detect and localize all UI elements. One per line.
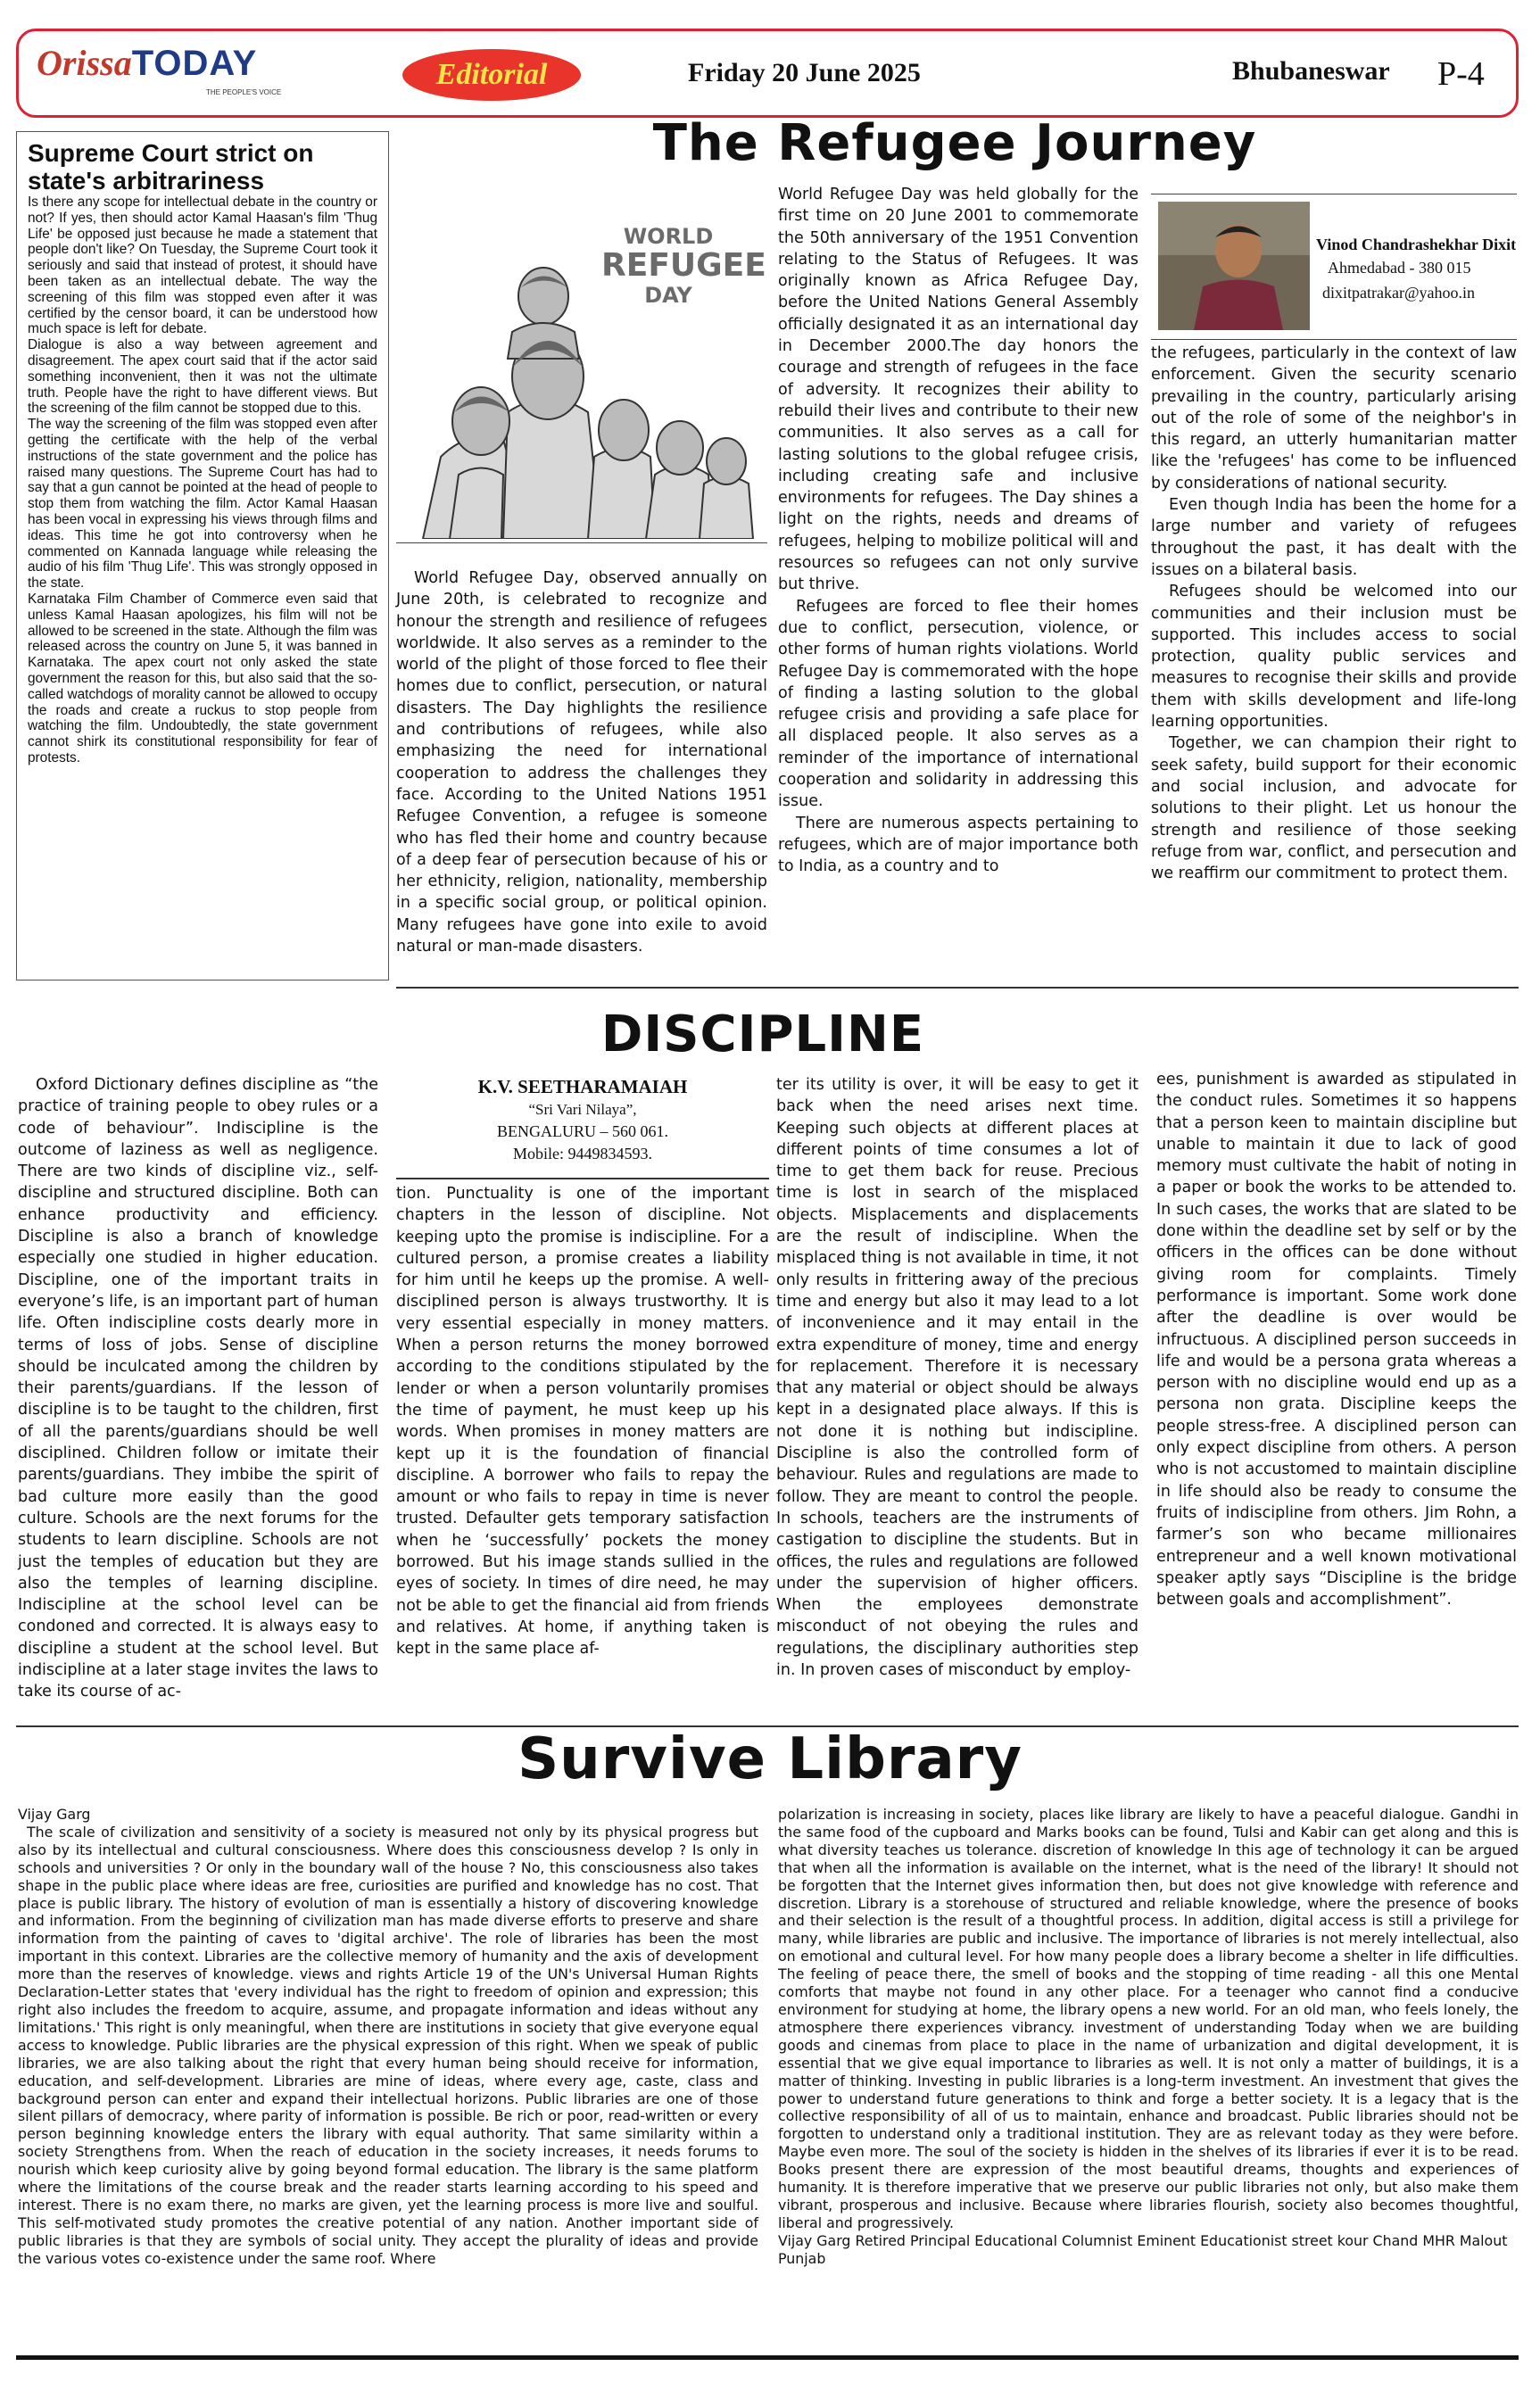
discipline-column-1	[18, 1074, 378, 1703]
discipline-author-block	[396, 1076, 769, 1165]
author-mobile: Mobile: 9449834593.	[513, 1145, 652, 1163]
paragraph: Refugees should be welcomed into our communities and their inclusion must be supported. This includes access to social protection, quality public services and measures to recognise their skills and provide them with skills development and life-long learning opportunities.	[1151, 583, 1517, 732]
refugee-headline: The Refugee Journey	[652, 114, 1257, 172]
edition-city: Bhubaneswar	[1232, 56, 1390, 86]
masthead	[16, 29, 1519, 118]
article-body	[28, 194, 377, 766]
author-photo	[1158, 202, 1310, 330]
paragraph: ees, punishment is awarded as stipulated in the conduct rules. Sometimes it so happens that a person keen to maintain discipline but unable to maintain it due to lack of good memory must cultivate the habit of noting in a paper or book the works to be attended to. In such cases, the works that are slated to be done within the deadline set by self or by the officers in the offices can be done without giving room for complaints. Timely performance is important. Some work done after the deadline is over would be infructuous. A disciplined person succeeds in life and would be a persona grata whereas a person with no discipline would end up as a persona non grata. Discipline keeps the people stress-free. A disciplined person can only expect discipline from others. A person who is not accustomed to maintain discipline in life should also be ready to consume the fruits of indiscipline from others. Jim Rohn, a farmer’s son who became millionaires entrepreneur and a well known motivational speaker aptly says “Discipline is the bridge between goals and accomplishment”.	[1156, 1071, 1517, 1609]
paragraph: Even though India has been the home for a large number and variety of refugees throughout the past, it has dealt with the issues on a bilateral basis.	[1151, 496, 1517, 579]
paragraph: World Refugee Day was held globally for the first time on 20 June 2001 to commemorate the 50th anniversary of the 1951 Convention relating to the Status of Refugees. It was originally known as Africa Refugee Day, before the United Nations General Assembly officially designated it as an international day in December 2000.The day honors the courage and strength of refugees in the face of adversity. It recognizes their ability to rebuild their lives and contribute to their new communities. It also serves as a call for lasting solutions to the global refugee crisis, including creating safe and inclusive environments for refugees. The Day shines a light on the rights, needs and dreams of refugees, helping to mobilize political will and resources so refugees can not only survive but thrive.	[778, 186, 1138, 594]
author-name: Vinod Chandrashekhar Dixit	[1316, 236, 1517, 253]
page-bottom-rule	[16, 2355, 1519, 2360]
library-column-1	[18, 1806, 758, 2268]
author-city: Ahmedabad - 380 015	[1328, 259, 1471, 277]
refugee-column-1	[396, 567, 767, 957]
paragraph: Oxford Dictionary defines discipline as “the practice of training people to obey rules or a code of behaviour”. Indiscipline is the outcome of laziness as well as negligence. There are two kinds of discipline viz., self-discipline and structured discipline. Both can enhance productivity and efficiency. Discipline is also a branch of knowledge especially one studied in higher education. Discipline, one of the important traits in everyone’s life, is an important part of human life. Often indiscipline costs dearly more in terms of loss of jobs. Sense of discipline should be inculcated among the children by their parents/guardians. If the lesson of discipline is to be taught to the children, first of all the parents/guardians should be well disciplined. Children follow or imitate their parents/guardians. They imbibe the spirit of bad culture more easily than the good culture. Schools are the next forums for the students to learn discipline. Schools are not just the temples of education but they are also the temples of learning discipline. Indiscipline at the school level can be condoned and corrected. It is always easy to discipline a student at the school level. But indiscipline at a later stage invites the laws to take its course of ac-	[18, 1076, 378, 1701]
paragraph: Dialogue is also a way between agreement and disagreement. The apex court said that if the actor said something inconvenient, then it was not the ultimate truth. People have the right to have different views. But the screening of the film cannot be stopped due to this.	[28, 337, 377, 417]
paragraph: The scale of civilization and sensitivity of a society is measured not only by its physical progress but also by its intellectual and cultural consciousness. Where does this consciousness develop ? Is only in schools and universities ? Or only in the boundary wall of the house ? No, this consciousness also takes shape in the public place where ideas are free, curiosities are purified and knowledge has no cost. That place is public library. The history of evolution of man is essentially a history of discovering knowledge and information. From the beginning of civilization man has made diverse efforts to preserve and share information from the painting of caves to 'digital archive'. The role of libraries has been the most important in this context. Libraries are the collective memory of humanity and the axis of development more than the reserves of knowledge. views and rights Article 19 of the UN's Universal Human Rights Declaration-Letter states that 'every individual has the right to freedom of opinion and expression; this right also includes the freedom to acquire, assume, and propagate information and ideas without any limitations.' This right is only meaningful, when there are institutions in society that give everyone equal access to knowledge. Public libraries are the physical expression of this right. When we speak of public libraries, we are also talking about the right that every human being should receive for information, education, and self-development. Libraries are mine of ideas, where every age, caste, class and background person can enter and expand their intellectual horizons. Public libraries are one of those silent pillars of democracy, where parity of information is possible. Be rich or poor, read-written or every person beginning knowledge enters the library with equal authority. That same similarity within a society Strengthens from. When the reach of education in the society increases, it needs forums to nourish which keep curiosity alive by going beyond formal education. The library is the same platform where the limitations of the course break and the reader starts learning according to his speed and interest. There is no exam there, no marks are given, yet the learning process is more live and soulful. This self-motivated study promotes the creative potential of any nation. Another important side of public libraries is that they are symbols of social unity. They accept the plurality of ideas and provide the various votes co-existence under the same roof. Where	[18, 1823, 758, 2267]
author-city: BENGALURU – 560 061.	[497, 1122, 668, 1140]
poster-text: WORLD REFUGEE DAY	[601, 224, 766, 308]
byline: Vijay Garg	[18, 1806, 91, 1823]
discipline-column-3	[776, 1074, 1138, 1681]
supreme-court-article	[16, 131, 389, 981]
paragraph: tion. Punctuality is one of the important chapters in the lesson of discipline. Not keeping upto the promise is indiscipline. For a cultured person, a promise creates a liability for him until he keeps up the promise. A well-disciplined person is always trustworthy. It is very essential especially in money matters. When a person returns the money borrowed according to the conditions stipulated by the lender or when a person voluntarily promises the time of payment, he must keep up his words. When promises in money matters are kept up it is the foundation of financial discipline. A borrower who fails to repay the amount or who fails to repay in time is never trusted. Defaulter gets temporary satisfaction when he ‘successfully’ pockets the money borrowed. But his image stands sullied in the eyes of society. In times of dire need, he may not be able to get the financial aid from friends and relatives. At home, if anything taken is kept in the same place af-	[396, 1185, 769, 1659]
refugee-column-3	[1151, 343, 1517, 884]
discipline-column-2	[396, 1183, 769, 1660]
author-name: K.V. SEETHARAMAIAH	[477, 1076, 688, 1097]
refugee-column-2	[778, 184, 1138, 878]
discipline-headline: DISCIPLINE	[600, 1005, 925, 1063]
author-house: “Sri Vari Nilaya”,	[528, 1101, 637, 1118]
author-divider	[396, 1178, 769, 1179]
paragraph: Is there any scope for intellectual debate in the country or not? If yes, then should actor Kamal Haasan's film 'Thug Life' be opposed just because he made a statement that people don't like? On Tuesday, the Supreme Court took it seriously and said that instead of protest, it should have been taken as an intellectual debate. The way the screening of this film was stopped even after it was certified by the censor board, it can be understood how much space is left for debate.	[28, 194, 377, 337]
author-signoff: Vijay Garg Retired Principal Educational Columnist Eminent Educationist street kour Chand MHR Malout Punjab	[778, 2231, 1508, 2267]
discipline-column-4	[1156, 1069, 1517, 1610]
paragraph: ter its utility is over, it will be easy to get it back when the need arises next time. Keeping such objects at different places at different points of time consumes a lot of time to get them back for reuse. Precious time is lost in search of the misplaced objects. Misplacements and displacements are the result of indiscipline. When the misplaced thing is not available in time, it not only results in frittering away of the precious time and energy but also it may lead to a lot of inconvenience and it may entail in the extra expenditure of money, time and energy for replacement. Therefore it is necessary that any material or object should be always kept in a designated place always. If this is not done it is nothing but indiscipline. Discipline is also the controlled form of behaviour. Rules and regulations are made to follow. They are meant to control the people. In schools, teachers are the instruments of castigation to discipline the students. But in offices, the rules and regulations are followed under the supervision of higher officers. When the employees demonstrate misconduct of not obeying the rules and regulations, the disciplinary authorities step in. In proven cases of misconduct by employ-	[776, 1076, 1138, 1680]
author-email: dixitpatrakar@yahoo.in	[1322, 284, 1476, 302]
section-divider	[396, 987, 1519, 989]
paragraph: Karnataka Film Chamber of Commerce even said that unless Kamal Haasan apologizes, his film will not be allowed to be screened in the state. Although the film was released across the country on June 5, it was banned in Karnataka. The apex court not only asked the state government the reason for this, but also said that the so-called watchdogs of morality cannot be allowed to occupy the roads and create a ruckus to stop people from watching the film. Undoubtedly, the state government cannot shirk its constitutional responsibility for fear of protests.	[28, 591, 377, 765]
section-badge: Editorial	[402, 49, 581, 101]
paragraph: World Refugee Day, observed annually on June 20th, is celebrated to recognize and honour the strength and resilience of refugees worldwide. It also serves as a reminder to the world of the plight of those forced to flee their homes due to conflict, persecution, or natural disasters. The Day highlights the resilience and contributions of refugees, while also emphasizing the need for international cooperation to address the challenges they face. According to the United Nations 1951 Refugee Convention, a refugee is someone who has fled their home and country because of a deep fear of persecution because of his or her ethnicity, religion, nationality, membership in a specific social group, or political opinion. Many refugees have gone into exile to avoid natural or man-made disasters.	[396, 569, 767, 956]
paragraph: The way the screening of the film was stopped even after getting the certificate with the help of the verbal instructions of the state government and the police has raised many questions. The Supreme Court has had to say that a gun cannot be pointed at the head of people to stop them from watching the film. Actor Kamal Haasan has been vocal in expressing his views through films and ideas. This time he got into controversy when he commented on Kannada language while releasing the audio of his film 'Thug Life'. This was strongly opposed in the state.	[28, 417, 377, 592]
orissa-today-logo: OrissaTODAY THE PEOPLE'S VOICE	[37, 43, 282, 96]
paragraph: polarization is increasing in society, places like library are likely to have a peaceful dialogue. Gandhi in the same food of the cupboard and Marks books can be found, Tulsi and Kabir can get along and this is what diversity teaches us tolerance. discretion of knowledge In this age of technology it can be argued that when all the information is available on the internet, what is the need of the library! It should not be forgotten that the Internet gives information then, but does not give knowledge with reference and discretion. Library is a storehouse of structured and reliable knowledge, where the presence of books and their selection is the result of a thoughtful process. In addition, digital access is still a privilege for many, while libraries are public and inclusive. The importance of libraries is not merely intellectual, also on emotional and cultural level. For how many people does a library become a shelter in life difficulties. The feeling of peace there, the smell of books and the stopping of time reading - all this one Mental comforts that maybe not found in any other place. For a teenager who cannot find a conducive environment for studying at home, the library opens a new world. For an old man, who feels lonely, the atmosphere there experiences vibrancy. investment of understanding Today when we are building goods and cinemas from place to place in the name of urbanization and digital development, it is essential that we give equal importance to libraries as well. It is not only a matter of buildings, it is a matter of thinking. Investing in public libraries is a long-term investment. An investment that gives the power to understand future generations to think and forge a better society. It is a legacy that is the collective responsibility of all of us to maintain, enhance and broadcast. Public libraries should not be forgotten to understand only a traditional institution. They are as relevant today as they were before. Maybe even more. The soul of the society is hidden in the shelves of its libraries if ever it is to be read. Books present there are expression of the most beautiful dreams, thoughts and experiences of humanity. It is therefore imperative that we preserve our public libraries not only, but also make them vibrant, prosperous and inclusive. Because where libraries flourish, society also becomes thoughtful, liberal and progressively.	[778, 1806, 1519, 2231]
issue-date: Friday 20 June 2025	[688, 58, 921, 87]
paragraph: Refugees are forced to flee their homes due to conflict, persecution, violence, or other forms of human rights violations. World Refugee Day is commemorated with the hope of finding a lasting solution to the global refugee crisis and providing a safe place for all displaced people. It also serves as a reminder of the importance of international cooperation and solidarity in addressing this issue.	[778, 597, 1138, 811]
library-column-2	[778, 1806, 1519, 2268]
library-headline: Survive Library	[517, 1726, 1023, 1792]
world-refugee-day-illustration	[396, 189, 767, 543]
paragraph: the refugees, particularly in the context of law enforcement. Given the security scenario prevailing in the country, particularly arising out of the role of some of the neighbor's in this regard, an utterly humanitarian matter like the 'refugees' has come to be influenced by considerations of national security.	[1151, 344, 1517, 492]
page-number: P-4	[1437, 55, 1485, 93]
article-headline: Supreme Court strict on state's arbitrariness	[28, 139, 314, 194]
paragraph: Together, we can champion their right to seek safety, build support for their economic and social inclusion, and advocate for solutions to their plight. Let us honour the strength and resilience of those seeking refuge from war, conflict, and persecution and we reaffirm our commitment to protect them.	[1151, 734, 1517, 883]
author-portrait-image	[1158, 202, 1310, 330]
paragraph: There are numerous aspects pertaining to refugees, which are of major importance both to India, as a country and to	[778, 814, 1138, 876]
